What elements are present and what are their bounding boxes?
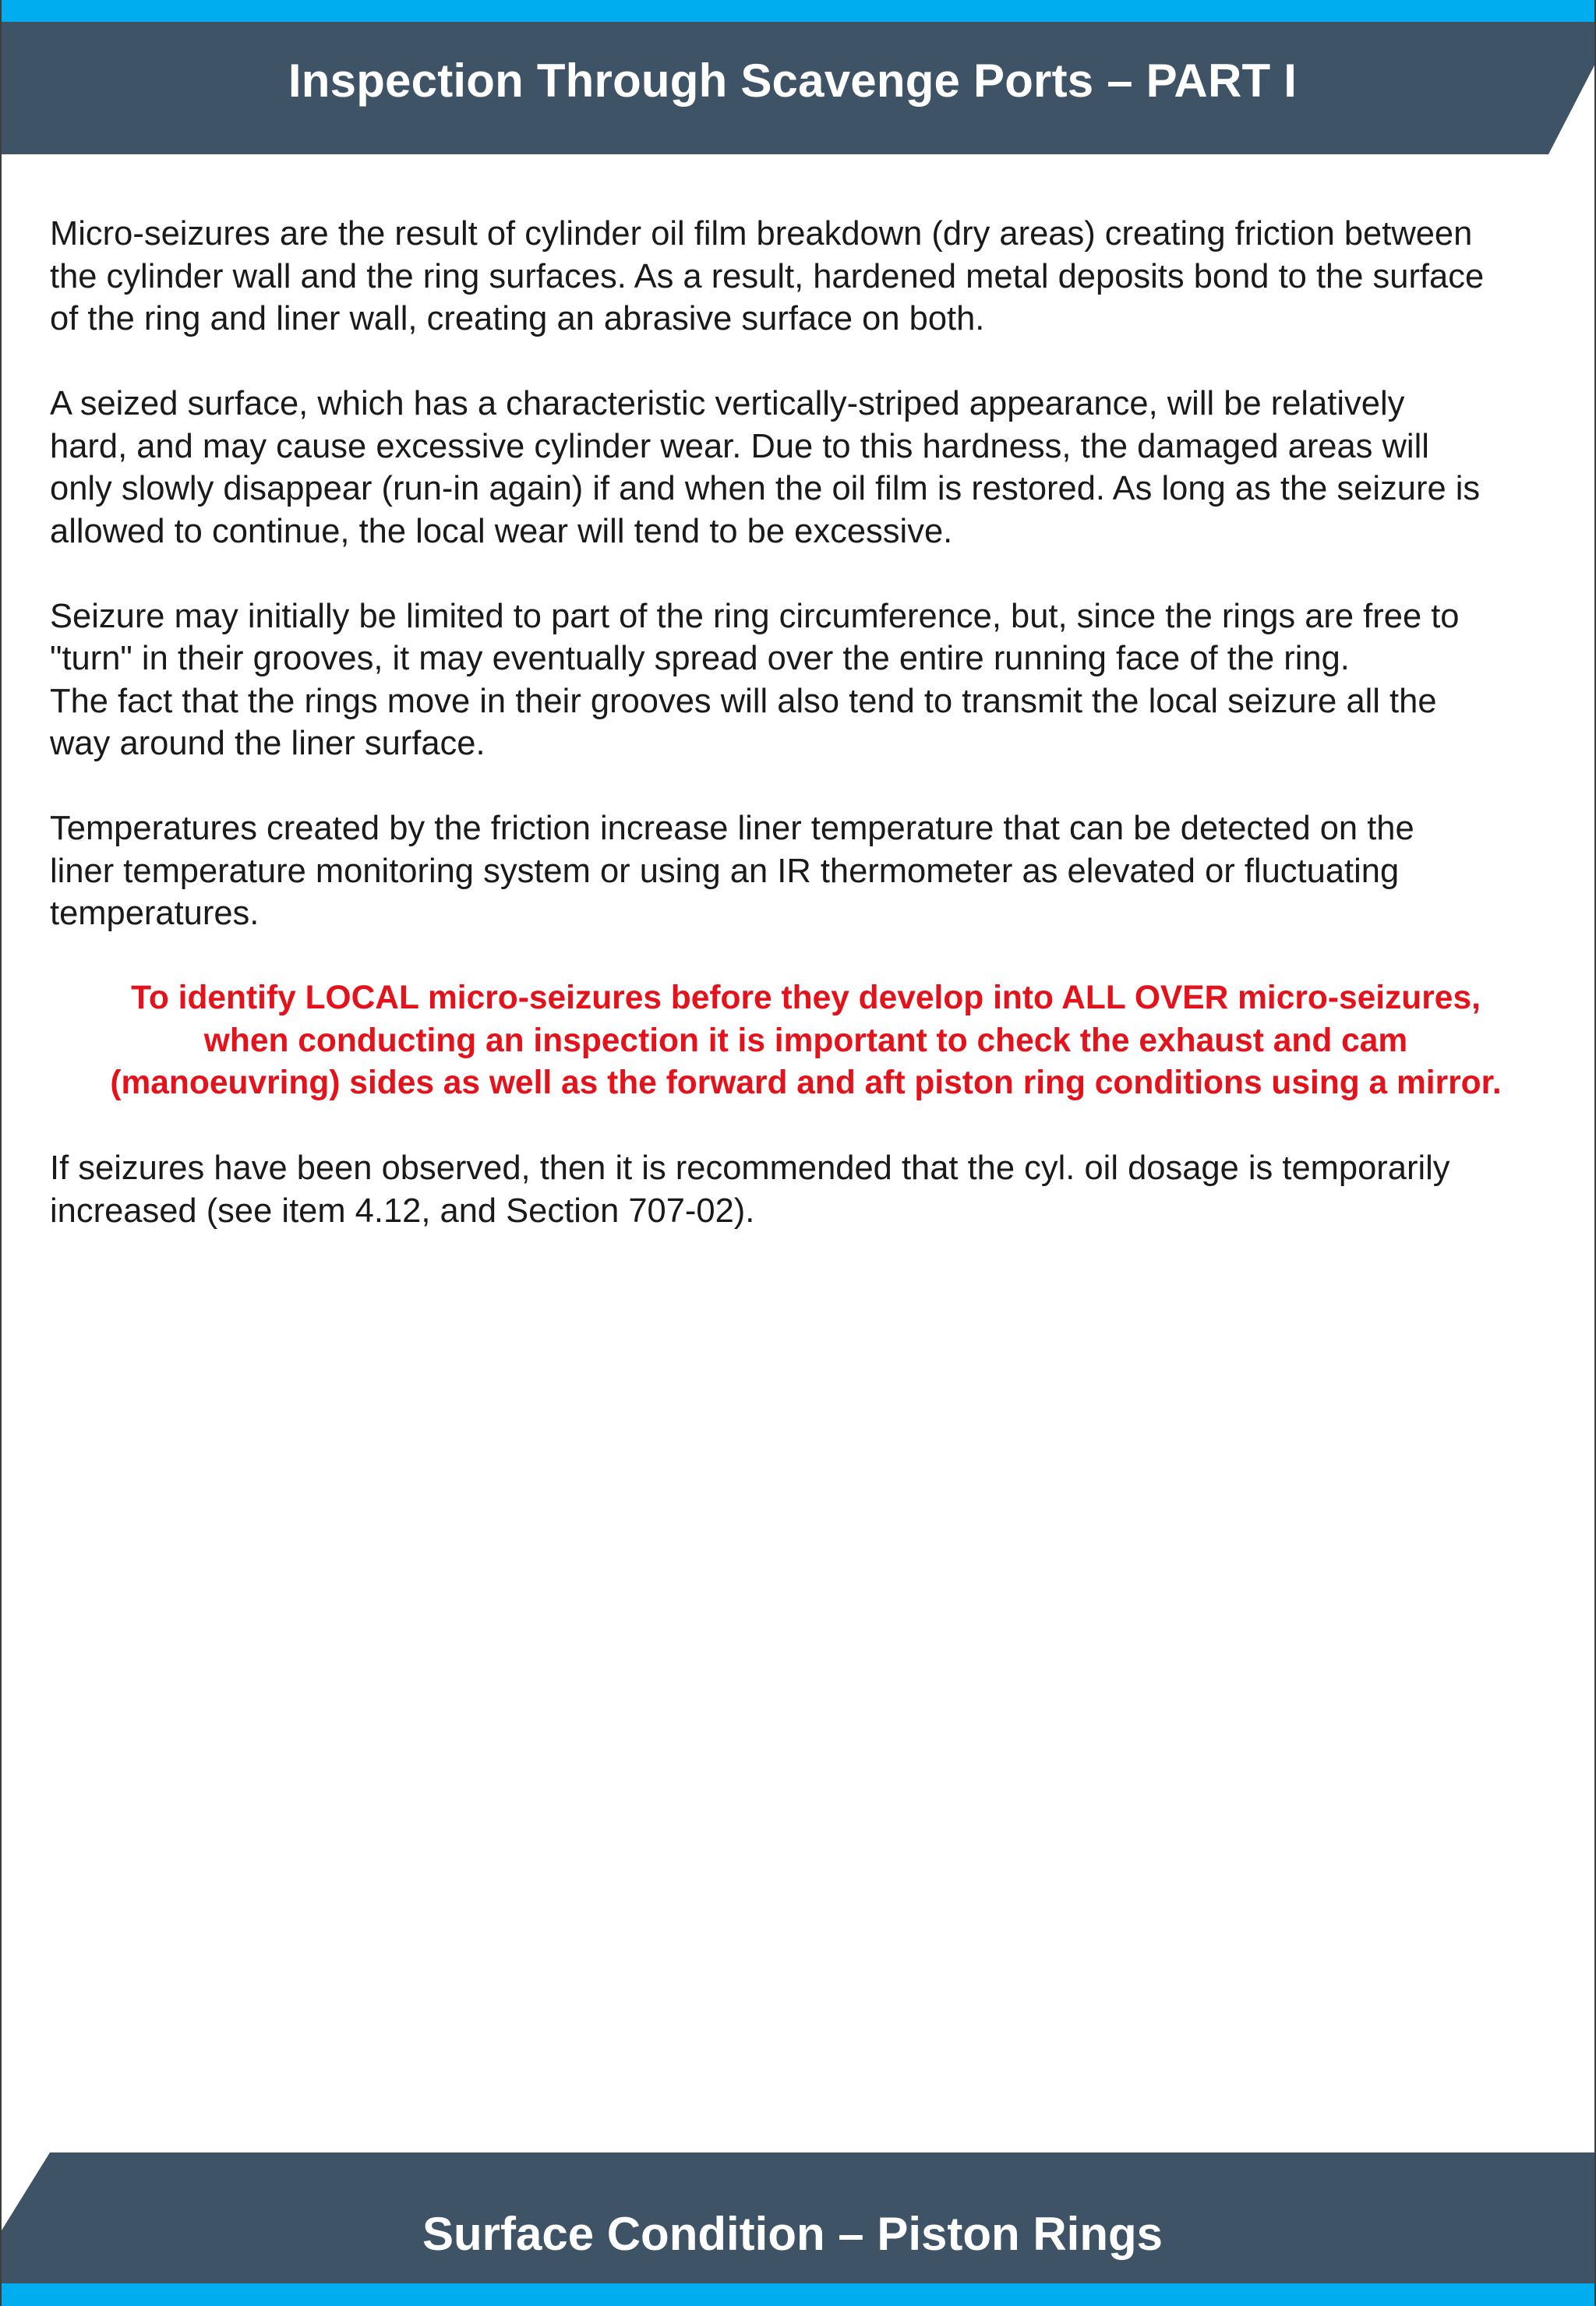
content-area — [50, 213, 1562, 1275]
page-title: Inspection Through Scavenge Ports – PART I — [288, 54, 1298, 107]
paragraph-seizure-spread: Seizure may initially be limited to part of the ring circumference, but, since the rings are free to "turn" in their grooves, it may eventually spread over the entire running face of the ring. The fact that the rings move in their grooves will also tend to transmit the local seizure all the way around the liner surface. — [50, 597, 1460, 762]
bottom-accent-stripe — [2, 2283, 1596, 2306]
paragraph-recommendation: If seizures have been observed, then it is recommended that the cyl. oil dosage is temporarily increased (see item 4.12, and Section 707-02). — [50, 1149, 1450, 1230]
warning-note: To identify LOCAL micro-seizures before they develop into ALL OVER micro-seizures, when conducting an inspection it is important to check the exhaust and cam (manoeuvring) sides as well as the forward and aft piston ring conditions using a mirror. — [110, 980, 1502, 1101]
paragraph-temperatures: Temperatures created by the friction increase liner temperature that can be detected on the liner temperature monitoring system or using an IR thermometer as elevated or fluctuating temperatures. — [50, 810, 1414, 932]
top-accent-stripe — [2, 0, 1596, 22]
footer-title: Surface Condition – Piston Rings — [422, 2207, 1163, 2260]
paragraph-seized-surface: A seized surface, which has a characteristic vertically-striped appearance, will be relatively hard, and may cause excessive cylinder wear. Due to this hardness, the damaged areas will only slowly disappear (run-in again) if and when the oil film is restored. As long as the seizure is allowed to continue, the local wear will tend to be excessive. — [50, 385, 1481, 550]
paragraph-micro-seizures: Micro-seizures are the result of cylinder oil film breakdown (dry areas) creating friction between the cylinder wall and the ring surfaces. As a result, hardened metal deposits bond to the surface of the ring and liner wall, creating an abrasive surface on both. — [50, 215, 1485, 337]
